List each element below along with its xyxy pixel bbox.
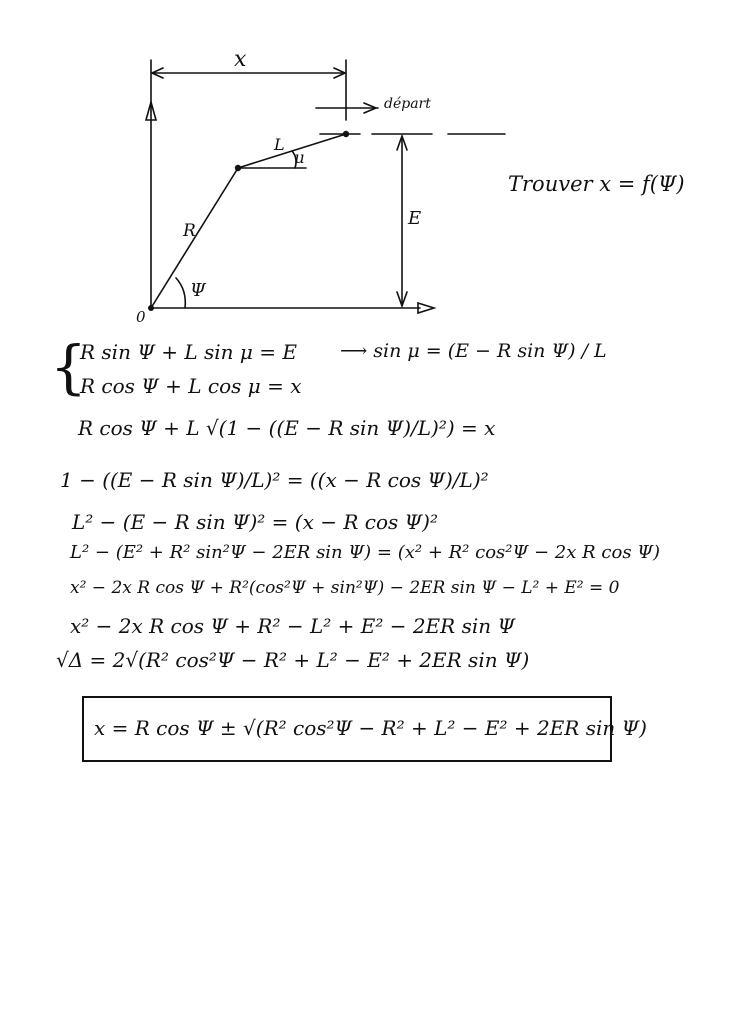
label-depart: départ: [384, 96, 431, 112]
geometry-diagram: [0, 0, 744, 340]
result-formula: x = R cos Ψ ± √(R² cos²Ψ − R² + L² − E² + 2ER sin Ψ): [94, 716, 647, 740]
label-mu: μ: [294, 148, 305, 167]
label-E: E: [408, 208, 422, 229]
end-point: [343, 131, 349, 137]
equation-line-6: L² − (E² + R² sin²Ψ − 2ER sin Ψ) = (x² + R² cos²Ψ − 2x R cos Ψ): [70, 542, 661, 563]
equation-line-8: x² − 2x R cos Ψ + R² − L² + E² − 2ER sin Ψ: [70, 614, 516, 638]
equation-line-7: x² − 2x R cos Ψ + R²(cos²Ψ + sin²Ψ) − 2ER sin Ψ − L² + E² = 0: [70, 578, 620, 598]
equation-line-5: L² − (E − R sin Ψ)² = (x − R cos Ψ)²: [72, 510, 438, 534]
label-L: L: [274, 135, 285, 154]
origin-point: [148, 305, 154, 311]
equation-line-9: √Δ = 2√(R² cos²Ψ − R² + L² − E² + 2ER sin Ψ): [56, 648, 530, 672]
equation-system-2: R cos Ψ + L cos μ = x: [80, 374, 302, 398]
label-origin: 0: [136, 308, 146, 326]
equation-line-3: R cos Ψ + L √(1 − ((E − R sin Ψ)/L)²) = x: [78, 416, 496, 440]
equation-system-1: R sin Ψ + L sin μ = E: [80, 340, 297, 364]
label-R: R: [183, 221, 196, 241]
task-statement: Trouver x = f(Ψ): [508, 172, 685, 196]
joint-point: [235, 165, 241, 171]
psi-angle-arc: [176, 278, 185, 308]
system-brace: {: [50, 333, 87, 401]
label-x: x: [234, 47, 247, 72]
equation-implication: ⟶ sin μ = (E − R sin Ψ) / L: [340, 340, 607, 362]
label-psi: Ψ: [190, 280, 206, 301]
equation-line-4: 1 − ((E − R sin Ψ)/L)² = ((x − R cos Ψ)/L)²: [60, 468, 489, 492]
